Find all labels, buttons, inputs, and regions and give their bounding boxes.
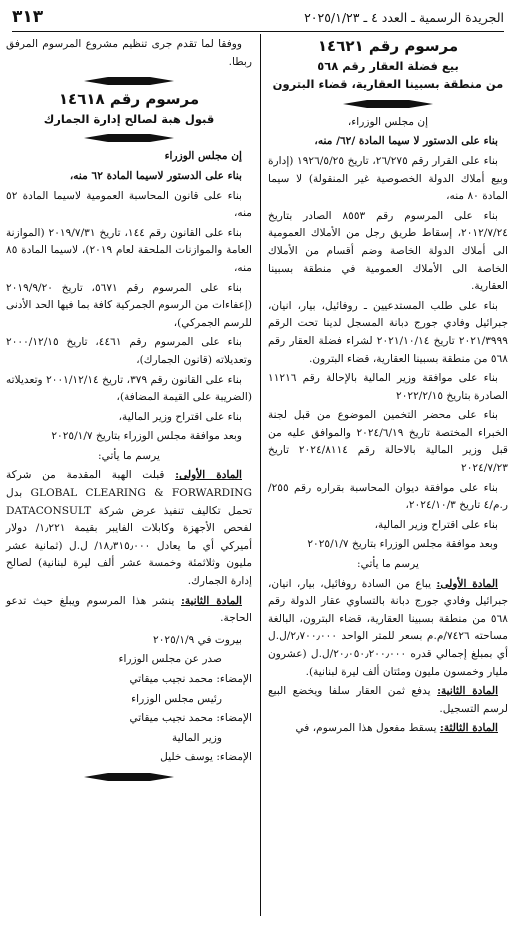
separator-arrow-icon xyxy=(268,100,508,108)
article-1 xyxy=(268,576,508,682)
preamble-item: بناء على القانون رقم ١٤٤، تاريخ ٢٠١٩/٧/٣١ (الموازنة العامة والموازنات الملحقة لعام ٢٠١٩)، لاسيما المادة ٨٥ منه، xyxy=(6,226,253,274)
article-label: المادة الأولى: xyxy=(436,577,498,590)
preamble-item: بناء على القرار رقم ٢٦/٢٧٥، تاريخ ١٩٢٦/٥/٢٥ (إدارة وبيع أملاك الدولة الخصوصية غير المنقولة) لا سيما المادة ٨٠ منه، xyxy=(268,154,508,203)
decrees-label: يرسم ما يأتي: xyxy=(98,449,160,462)
preamble-item: وبعد موافقة مجلس الوزراء بتاريخ ٢٠٢٥/١/٧ xyxy=(307,538,498,551)
page-header xyxy=(12,6,504,28)
minister-title: وزير المالية xyxy=(171,731,222,744)
preamble-item: بناء على المرسوم رقم ٥٦٧١، تاريخ ٢٠١٩/٩/٢٠ (إعفاءات من الرسوم الجمركية كافة بما فيها الحد الأدنى للرسم الجمركي)، xyxy=(6,281,252,329)
issued-by: صدر عن مجلس الوزراء xyxy=(118,653,222,666)
decree-14618-column xyxy=(6,36,252,787)
place-date: بيروت في ٢٠٢٥/١/٩ xyxy=(153,633,242,646)
page-number: ٣١٣ xyxy=(12,7,44,27)
signature: الإمضاء: محمد نجيب ميقاتي xyxy=(129,673,252,685)
decree-14621-column xyxy=(268,36,508,740)
pm-title: رئيس مجلس الوزراء xyxy=(131,692,222,705)
decree-subject: من منطقة بسبينا العقارية، قضاء البترون xyxy=(272,77,504,92)
separator-arrow-icon xyxy=(6,134,252,142)
article-text: يسقط مفعول هذا المرسوم، في xyxy=(295,722,437,735)
article-text: يباع من السادة روفائيل، بيار، انيان، جبرائيل وفادي جورج دبانة بالتساوي عقار الدولة رقم ٥٦٨ من منطقة بسبينا العقارية، قضاء البترون، البالغة مساحته ٧٤٢٦/م.م بسعر للمتر الواحد ٢٫٧٠٠٫٠٠٠/ل.ل أي بمبلغ إجمالي قدره ٢٠٫٠٥٠٫٢٠٠٫٠٠٠/ل.ل (عشرون مليار وخمسون مليون ومئتان ألف ليرة لبنانية). xyxy=(268,577,508,678)
article-text: قبلت الهبة المقدمة من شركة GLOBAL CLEARING & FORWARDING بدل تحمل تكاليف تنفيذ عرض شركة DATACONSULT لفحص الأجهزة وكابلات الفايبر بقيمة ١٫٢٢١/ دولار أميركي أي ما يعادل ١٨٫٣١٥٫٠٠٠/ ل.ل (ثمانية عشر مليون وثلاثمئة وخمسة عشر ألف ليرة لبنانية) لصالح إدارة الجمارك. xyxy=(6,469,253,588)
preamble-item: بناء على محضر التخمين الموضوع من قبل لجنة الخبراء المختصة تاريخ ٢٠٢٤/٦/١٩ والموافق عليه من قبل وزير المالية بالاحالة رقم ٢٠٢٤/٨١١٤ تاريخ ٢٠٢٤/٧/٢٣ xyxy=(268,409,508,475)
header-rule xyxy=(12,31,504,32)
preamble-item: وبعد موافقة مجلس الوزراء بتاريخ ٢٠٢٥/١/٧ xyxy=(51,430,242,443)
article-1 xyxy=(6,467,252,590)
article-2 xyxy=(6,593,252,628)
preamble-item: بناء على قانون المحاسبة العمومية لاسيما المادة ٥٢ منه، xyxy=(6,189,252,220)
separator-arrow-icon xyxy=(6,77,252,85)
article-2 xyxy=(268,683,508,718)
column-divider xyxy=(260,34,261,916)
article-label: المادة الثانية: xyxy=(180,594,242,607)
article-label: المادة الأولى: xyxy=(175,469,242,482)
article-text: يدفع ثمن العقار سلفا ويخضع البيع لرسم التسجيل. xyxy=(268,685,508,715)
preamble-item: بناء على موافقة وزير المالية بالإحالة رقم ١١٢١٦ الصادرة بتاريخ ٢٠٢٢/٢/١٥ xyxy=(268,372,508,402)
article-3 xyxy=(268,720,508,738)
preamble-item: بناء على طلب المستدعيين ـ روفائيل، بيار، انيان، جبرائيل وفادي جورج دبانة المسجل لدينا تحت الرقم ٢٠٢١/٣٩٩٩ تاريخ ٢٠٢١/١٠/١٤ لشراء فضلة العقار رقم ٥٦٨ من منطقة بسبينا العقارية، قضاء البترون. xyxy=(268,299,508,365)
preamble-item: بناء على القانون رقم ٣٧٩، تاريخ ٢٠٠١/١٢/١٤ وتعديلاته (الضريبة على القيمة المضافة)، xyxy=(6,373,252,404)
preamble-item: بناء على الدستور لا سيما المادة /٦٢/ منه، xyxy=(314,135,498,148)
council-line: إن مجلس الوزراء xyxy=(164,150,242,163)
preamble-item: بناء على اقتراح وزير المالية، xyxy=(118,410,242,423)
decree-title: مرسوم رقم ١٤٦٢١ xyxy=(317,37,459,55)
decree-subject: بيع فضلة العقار رقم ٥٦٨ xyxy=(317,58,459,73)
article-label: المادة الثانية: xyxy=(437,685,499,698)
council-line: إن مجلس الوزراء، xyxy=(347,115,429,128)
continuation-text: ووفقا لما تقدم جرى تنظيم مشروع المرسوم المرفق ربطا. xyxy=(6,38,252,68)
signature: الإمضاء: محمد نجيب ميقاتي xyxy=(129,712,252,725)
article-label: المادة الثالثة: xyxy=(439,722,498,735)
preamble-item: بناء على اقتراح وزير المالية، xyxy=(374,518,498,531)
decree-subject: قبول هبة لصالح إدارة الجمارك xyxy=(43,111,215,126)
signature: الإمضاء: يوسف خليل xyxy=(160,751,252,764)
decrees-label: يرسم ما يأتي: xyxy=(357,558,419,571)
preamble-item: بناء على المرسوم رقم ٨٥٥٣ الصادر بتاريخ ٢٠١٢/٧/٢٤، إسقاط طريق رجل من الأملاك العمومية الى أملاك الدولة الخاصة وضم أقسام من الأملاك الخاصة الى الأملاك العمومية في منطقة بسبينا العقارية. xyxy=(268,209,508,293)
decree-title: مرسوم رقم ١٤٦١٨ xyxy=(58,90,200,109)
article-text: ينشر هذا المرسوم ويبلغ حيث تدعو الحاجة. xyxy=(6,594,252,625)
preamble-item: بناء على الدستور لاسيما المادة ٦٢ منه، xyxy=(69,169,242,182)
preamble-item: بناء على موافقة ديوان المحاسبة بقراره رقم ٢٥٥/ر.م/٤ تاريخ ٢٠٢٤/١٠/٣، xyxy=(268,481,508,512)
separator-arrow-icon xyxy=(6,773,252,781)
preamble-item: بناء على المرسوم رقم ٤٤٦١، تاريخ ٢٠٠٠/١٢/١٥ وتعديلاته (قانون الجمارك)، xyxy=(6,336,252,366)
running-header: الجريدة الرسمية ـ العدد ٤ ـ ٢٠٢٥/١/٢٣ xyxy=(304,9,504,25)
